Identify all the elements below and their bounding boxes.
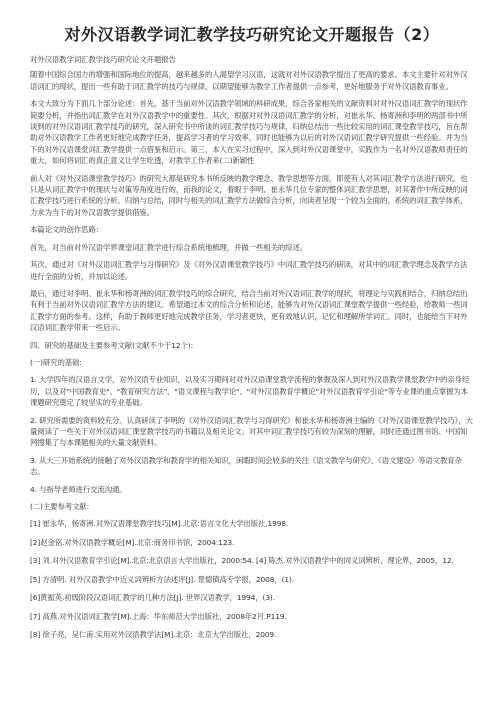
subsection-heading-basis: (一)研究的基础: — [30, 357, 82, 367]
reference-item: [8] 徐子亮，吴仁甫.实用对外汉语教学法[M].北京：北京大学出版社，2009. — [30, 630, 277, 640]
basis-item-2: 2. 研究所需要的资料较充分。认真研读了李明的《对外汉语词汇教学与习得研究》和崔永华和杨寄洲主编的《对外汉语课堂教学技巧》，大量阅读了一些关于对外汉语词汇课堂教学技巧的书籍以及相关论文；对其中词汇教学技巧有较为深刻的理解，同时还通过图书馆、中国知网搜集了与本课题相关的大量文献资料。 — [30, 415, 473, 448]
basis-item-1: 1. 大学四年的汉语言文学，对外汉语专业知识，以及实习期间对对外汉语课堂教学流程的掌握及深入到对外汉语教学课堂教学中的亲身经历，以及对"中国教育史"、"教育研究方法"、"语文课程与教学论"、"对外汉语教育学概论"对外汉语教育学引论"等专业课的重点掌握为本课题研究奠定了较坚实的专业基础。 — [30, 375, 470, 408]
reference-item: [2]赵金铭.对外汉语教学概论[M].北京:商务印书馆，2004:123. — [30, 537, 235, 547]
reference-item: [3] 刘.对外汉语教育学引论[M].北京:北京语言大学出版社，2000:54. [4] 陈杰.对外汉语教学中的同义词辨析，理论界，2005，12. — [30, 556, 454, 566]
reference-item: [1] 崔永华，杨寄洲.对外汉语课堂教学技巧[M].北京:语言文化大学出版社,1998. — [30, 519, 289, 529]
paragraph-last: 最后，通过对李明、崔永华和杨寄洲的词汇教学技巧的综合研究，结合当前对外汉语词汇教学的现状，将理论与实践相结合，归纳总结出有利于当前对外汉语词汇教学方法的建议。希望通过本文的综合分析和论述，能够为对外汉语词汇课堂教学提供一些经验，给教师一些词汇教学方面的参考。这样，有助于教师更好地完成教学任务，学习者更快，更有效地认识，记忆和理解所学词汇。同时，也能给当下对外汉语词汇教学带来一些启示。 — [30, 288, 468, 333]
paragraph-thinking-heading: 本篇论文的创作思路： — [30, 225, 103, 235]
reference-item: [7] 高燕.对外汉语词汇教学[M].上海：华东师范大学出版社，2008年2月.P119. — [30, 611, 287, 621]
paragraph-structure: 本文大致分为下面几个部分论述：首先，基于当前对外汉语教学领域的科研成果，综合各家相关的文献资料对对外汉语词汇教学的现状作简要分析，并指出词汇教学在对外汉语教学中的重要性。其次，根据对对外汉语词汇教学的分析，对崔永华、杨寄洲和李明的两部书中所谈到的对外汉语词汇教学技巧的研究，深入研究书中所谈的词汇教学技巧与规律，归纳总结出一些比较实用的词汇课堂教学技巧，旨在帮助对外汉语教学工作者更好地完成教学任务，提高学习者的学习效率，同时也能够为以后的对外汉语词汇教学研究提供一些经验。并为当下的对外汉语课堂词汇教学提供一点借鉴和启示。第三，本人在实习过程中，深入到对外汉语课堂中，实践作为一名对外汉语教师责任的重大，如何将词汇的真正意义让学生吃透，对教学工作者来(二)新颖性 — [30, 99, 468, 166]
document-title: 对外汉语教学词汇教学技巧研究论文开题报告（2） — [64, 25, 440, 44]
reference-item: [5] 方清明. 对外汉语教学中近义词辨析方法述评[J]. 景德镇高专学报，2008，(1). — [30, 574, 295, 584]
paragraph-second: 其次，通过对《对外汉语词汇教学与习得研究》及《对外汉语课堂教学技巧》中词汇教学技巧的研读，对其中的词汇教学理念及教学方法进行全面的分析，并加以论述。 — [30, 260, 468, 281]
paragraph-first: 首先，对当前对外汉语学界课堂词汇教学进行综合系统地梳理，并做一些相关的综述。 — [30, 242, 308, 252]
subsection-heading-references: (二)主要参考文献: — [30, 502, 89, 511]
paragraph-intro: 随着中国综合国力的增强和国际地位的提高，越来越多的人渴望学习汉语，这就对对外汉语教学提出了更高的要求。本文主要针对对外汉语词汇的现状，提出一些有助于词汇教学的技巧与规律，以期望能够为教学工作者提供一点参考，更好地服务于对外汉语教育事业。 — [30, 70, 468, 91]
reference-item: [6]黄振英.初级阶段汉语词汇教学的几种方法[J]. 世界汉语教学，1994，(3). — [30, 593, 275, 603]
basis-item-3: 3. 从大三开始系统的接触了对外汉语教学和教育学的相关知识，闲暇时间会较多的关注《语文教学与研究》、《语文建设》等语文教育杂志。 — [30, 455, 462, 477]
subtitle-line: 对外汉语教学词汇教学技巧研究论文开题报告 — [30, 55, 176, 64]
section-heading-basis: 四、研究的基础及主要参考文献(文献不少于12个): — [30, 340, 193, 350]
basis-item-4: 4. 与指导老师进行交流沟通。 — [30, 484, 127, 494]
paragraph-novelty: 前人对《对外汉语课堂教学技巧》的研究大都是研究本书所反映的教学理念、教学思想等方面，即使有人对其词汇教学方法进行研究，也只是从词汇教学中的现状与对策等角度进行的，而我的论文，着眼于李明、崔永华几位专家的整体词汇教学思想，对其著作中所反映的词汇教学技巧进行系统的分析、归纳与总结，同时与相关的词汇教学方法做综合分析，向读者呈现一个较为全面的、系统的词汇教学体系，力求为当下的对外汉语教学提供借鉴。 — [30, 173, 468, 217]
